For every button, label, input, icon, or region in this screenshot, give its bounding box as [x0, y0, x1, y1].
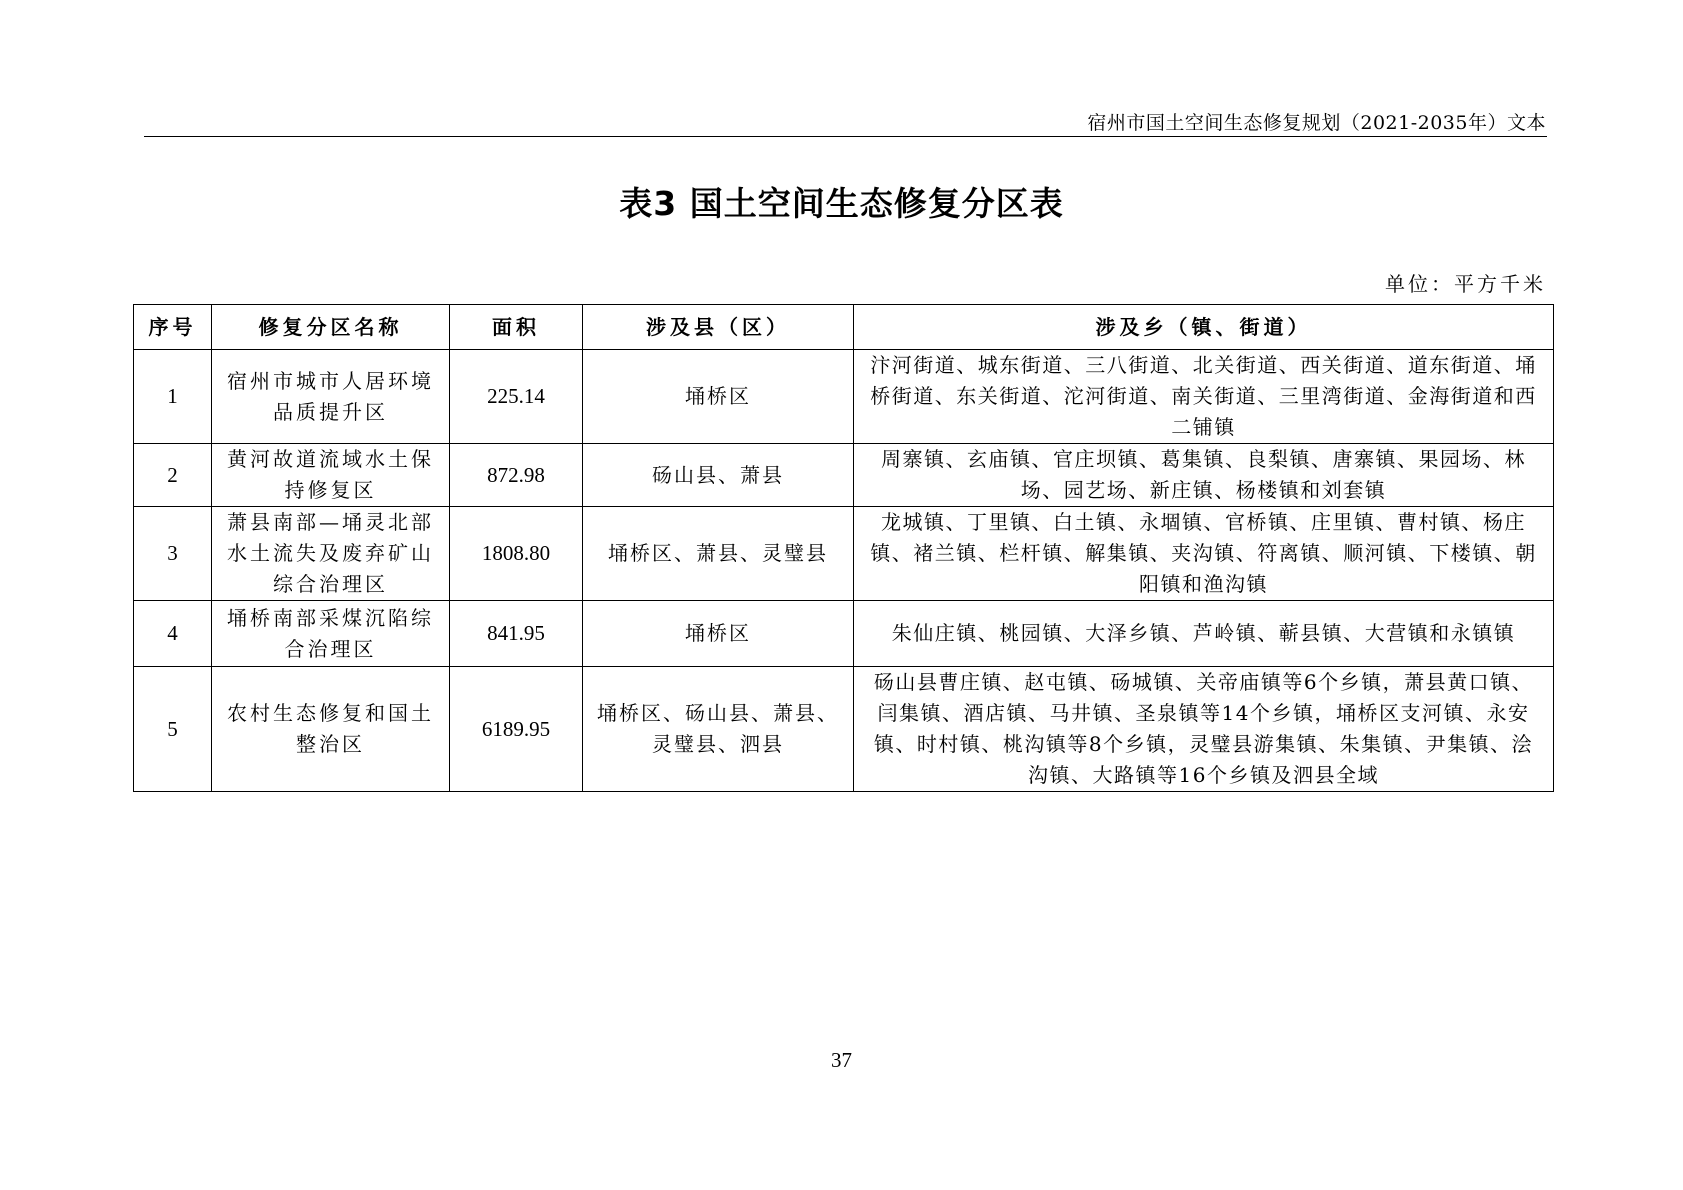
col-header-no: 序号	[134, 305, 212, 350]
col-header-name: 修复分区名称	[212, 305, 450, 350]
zone-county: 埇桥区、萧县、灵璧县	[583, 507, 854, 601]
zone-county: 埇桥区	[583, 350, 854, 444]
zone-area: 1808.80	[450, 507, 583, 601]
table-title: 表3 国土空间生态修复分区表	[619, 184, 1064, 223]
zoning-table	[133, 304, 1554, 792]
zone-towns: 汴河街道、城东街道、三八街道、北关街道、西关街道、道东街道、埇桥街道、东关街道、沱河街道、南关街道、三里湾街道、金海街道和西二铺镇	[854, 350, 1554, 444]
table-header-row	[134, 305, 1554, 350]
col-header-towns: 涉及乡（镇、街道）	[854, 305, 1554, 350]
zone-county: 砀山县、萧县	[583, 444, 854, 507]
row-no: 1	[134, 350, 212, 444]
row-no: 4	[134, 601, 212, 667]
zone-area: 872.98	[450, 444, 583, 507]
running-header: 宿州市国土空间生态修复规划（2021-2035年）文本	[1087, 112, 1546, 134]
row-no: 2	[134, 444, 212, 507]
zone-name: 黄河故道流域水土保持修复区	[212, 444, 450, 507]
zone-towns: 周寨镇、玄庙镇、官庄坝镇、葛集镇、良梨镇、唐寨镇、果园场、林场、园艺场、新庄镇、杨楼镇和刘套镇	[854, 444, 1554, 507]
table-row	[134, 350, 1554, 444]
zone-county: 埇桥区、砀山县、萧县、灵璧县、泗县	[583, 667, 854, 792]
row-no: 3	[134, 507, 212, 601]
col-header-area: 面积	[450, 305, 583, 350]
zone-name: 埇桥南部采煤沉陷综合治理区	[212, 601, 450, 667]
table-row	[134, 507, 1554, 601]
zone-towns: 砀山县曹庄镇、赵屯镇、砀城镇、关帝庙镇等6个乡镇，萧县黄口镇、闫集镇、酒店镇、马井镇、圣泉镇等14个乡镇，埇桥区支河镇、永安镇、时村镇、桃沟镇等8个乡镇，灵璧县游集镇、朱集镇、尹集镇、浍沟镇、大路镇等16个乡镇及泗县全域	[854, 667, 1554, 792]
zone-towns: 朱仙庄镇、桃园镇、大泽乡镇、芦岭镇、蕲县镇、大营镇和永镇镇	[854, 601, 1554, 667]
zone-area: 841.95	[450, 601, 583, 667]
zone-name: 农村生态修复和国土整治区	[212, 667, 450, 792]
zone-name: 宿州市城市人居环境品质提升区	[212, 350, 450, 444]
col-header-county: 涉及县（区）	[583, 305, 854, 350]
table-row	[134, 667, 1554, 792]
table-row	[134, 444, 1554, 507]
zone-area: 225.14	[450, 350, 583, 444]
zone-area: 6189.95	[450, 667, 583, 792]
row-no: 5	[134, 667, 212, 792]
zone-towns: 龙城镇、丁里镇、白土镇、永堌镇、官桥镇、庄里镇、曹村镇、杨庄镇、褚兰镇、栏杆镇、解集镇、夹沟镇、符离镇、顺河镇、下楼镇、朝阳镇和渔沟镇	[854, 507, 1554, 601]
page-number: 37	[831, 1048, 852, 1072]
table-row	[134, 601, 1554, 667]
unit-label: 单位：平方千米	[1385, 272, 1546, 296]
header-rule	[144, 136, 1547, 137]
zone-county: 埇桥区	[583, 601, 854, 667]
zone-name: 萧县南部—埇灵北部水土流失及废弃矿山综合治理区	[212, 507, 450, 601]
